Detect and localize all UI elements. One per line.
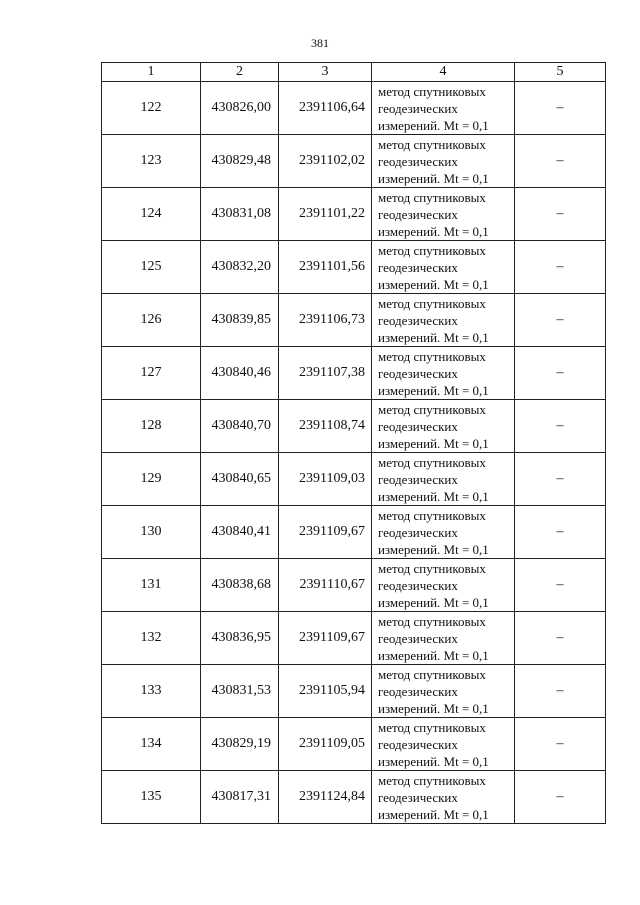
coordinates-table bbox=[101, 62, 606, 824]
table-row bbox=[102, 188, 606, 241]
note-cell: – bbox=[515, 400, 606, 453]
method-line: измерений. Mt = 0,1 bbox=[378, 806, 489, 822]
column-header-4: 4 bbox=[372, 63, 515, 82]
point-number: 129 bbox=[102, 453, 201, 506]
column-header-5: 5 bbox=[515, 63, 606, 82]
note-cell: – bbox=[515, 453, 606, 506]
point-number: 135 bbox=[102, 771, 201, 824]
note-cell: – bbox=[515, 559, 606, 612]
method-line: измерений. Mt = 0,1 bbox=[378, 329, 489, 345]
point-number: 127 bbox=[102, 347, 201, 400]
point-number: 122 bbox=[102, 82, 201, 135]
table-row bbox=[102, 612, 606, 665]
method-line: геодезических bbox=[378, 100, 458, 116]
method-line: измерений. Mt = 0,1 bbox=[378, 488, 489, 504]
column-header-2: 2 bbox=[201, 63, 279, 82]
y-coordinate: 2391106,73 bbox=[279, 294, 372, 347]
note-cell: – bbox=[515, 718, 606, 771]
table-row bbox=[102, 294, 606, 347]
y-coordinate: 2391124,84 bbox=[279, 771, 372, 824]
method-line: измерений. Mt = 0,1 bbox=[378, 276, 489, 292]
table-body bbox=[102, 82, 606, 824]
method-line: измерений. Mt = 0,1 bbox=[378, 753, 489, 769]
point-number: 128 bbox=[102, 400, 201, 453]
method-line: измерений. Mt = 0,1 bbox=[378, 647, 489, 663]
method-description bbox=[372, 453, 515, 506]
method-line: метод спутниковых bbox=[378, 348, 486, 364]
note-cell: – bbox=[515, 82, 606, 135]
method-description bbox=[372, 400, 515, 453]
x-coordinate: 430829,19 bbox=[201, 718, 279, 771]
method-line: метод спутниковых bbox=[378, 136, 486, 152]
method-line: метод спутниковых bbox=[378, 189, 486, 205]
method-line: геодезических bbox=[378, 206, 458, 222]
column-header-1: 1 bbox=[102, 63, 201, 82]
y-coordinate: 2391107,38 bbox=[279, 347, 372, 400]
method-description bbox=[372, 506, 515, 559]
method-line: геодезических bbox=[378, 789, 458, 805]
method-line: метод спутниковых bbox=[378, 295, 486, 311]
x-coordinate: 430838,68 bbox=[201, 559, 279, 612]
table-row bbox=[102, 771, 606, 824]
table-row bbox=[102, 718, 606, 771]
method-line: метод спутниковых bbox=[378, 507, 486, 523]
table-row bbox=[102, 665, 606, 718]
method-line: измерений. Mt = 0,1 bbox=[378, 700, 489, 716]
note-cell: – bbox=[515, 188, 606, 241]
method-line: геодезических bbox=[378, 577, 458, 593]
x-coordinate: 430836,95 bbox=[201, 612, 279, 665]
note-cell: – bbox=[515, 347, 606, 400]
y-coordinate: 2391109,05 bbox=[279, 718, 372, 771]
x-coordinate: 430831,08 bbox=[201, 188, 279, 241]
method-line: метод спутниковых bbox=[378, 242, 486, 258]
table-row bbox=[102, 400, 606, 453]
y-coordinate: 2391109,67 bbox=[279, 612, 372, 665]
point-number: 125 bbox=[102, 241, 201, 294]
method-line: измерений. Mt = 0,1 bbox=[378, 117, 489, 133]
method-description bbox=[372, 718, 515, 771]
method-line: геодезических bbox=[378, 471, 458, 487]
table-row bbox=[102, 347, 606, 400]
method-description bbox=[372, 241, 515, 294]
method-line: метод спутниковых bbox=[378, 666, 486, 682]
method-line: метод спутниковых bbox=[378, 83, 486, 99]
x-coordinate: 430839,85 bbox=[201, 294, 279, 347]
point-number: 123 bbox=[102, 135, 201, 188]
method-line: геодезических bbox=[378, 683, 458, 699]
note-cell: – bbox=[515, 135, 606, 188]
point-number: 126 bbox=[102, 294, 201, 347]
method-line: геодезических bbox=[378, 365, 458, 381]
method-description bbox=[372, 559, 515, 612]
method-description bbox=[372, 294, 515, 347]
method-line: измерений. Mt = 0,1 bbox=[378, 223, 489, 239]
method-description bbox=[372, 612, 515, 665]
table-row bbox=[102, 241, 606, 294]
method-line: измерений. Mt = 0,1 bbox=[378, 435, 489, 451]
y-coordinate: 2391102,02 bbox=[279, 135, 372, 188]
y-coordinate: 2391109,67 bbox=[279, 506, 372, 559]
column-header-3: 3 bbox=[279, 63, 372, 82]
y-coordinate: 2391105,94 bbox=[279, 665, 372, 718]
point-number: 133 bbox=[102, 665, 201, 718]
x-coordinate: 430826,00 bbox=[201, 82, 279, 135]
y-coordinate: 2391101,22 bbox=[279, 188, 372, 241]
method-line: метод спутниковых bbox=[378, 401, 486, 417]
method-line: измерений. Mt = 0,1 bbox=[378, 541, 489, 557]
x-coordinate: 430832,20 bbox=[201, 241, 279, 294]
table-row bbox=[102, 506, 606, 559]
method-line: геодезических bbox=[378, 736, 458, 752]
note-cell: – bbox=[515, 612, 606, 665]
table-header-row bbox=[102, 63, 606, 82]
x-coordinate: 430840,41 bbox=[201, 506, 279, 559]
y-coordinate: 2391101,56 bbox=[279, 241, 372, 294]
x-coordinate: 430829,48 bbox=[201, 135, 279, 188]
note-cell: – bbox=[515, 506, 606, 559]
point-number: 134 bbox=[102, 718, 201, 771]
method-description bbox=[372, 347, 515, 400]
method-line: геодезических bbox=[378, 259, 458, 275]
method-line: метод спутниковых bbox=[378, 772, 486, 788]
method-line: метод спутниковых bbox=[378, 719, 486, 735]
method-line: геодезических bbox=[378, 153, 458, 169]
note-cell: – bbox=[515, 665, 606, 718]
method-line: геодезических bbox=[378, 524, 458, 540]
table-row bbox=[102, 135, 606, 188]
y-coordinate: 2391109,03 bbox=[279, 453, 372, 506]
method-line: геодезических bbox=[378, 312, 458, 328]
point-number: 132 bbox=[102, 612, 201, 665]
method-line: геодезических bbox=[378, 418, 458, 434]
note-cell: – bbox=[515, 241, 606, 294]
y-coordinate: 2391106,64 bbox=[279, 82, 372, 135]
page-number: 381 bbox=[311, 36, 329, 50]
method-line: геодезических bbox=[378, 630, 458, 646]
point-number: 130 bbox=[102, 506, 201, 559]
method-description bbox=[372, 135, 515, 188]
point-number: 124 bbox=[102, 188, 201, 241]
note-cell: – bbox=[515, 294, 606, 347]
y-coordinate: 2391110,67 bbox=[279, 559, 372, 612]
method-line: измерений. Mt = 0,1 bbox=[378, 382, 489, 398]
method-line: измерений. Mt = 0,1 bbox=[378, 170, 489, 186]
x-coordinate: 430817,31 bbox=[201, 771, 279, 824]
x-coordinate: 430840,65 bbox=[201, 453, 279, 506]
table-row bbox=[102, 559, 606, 612]
x-coordinate: 430840,70 bbox=[201, 400, 279, 453]
x-coordinate: 430840,46 bbox=[201, 347, 279, 400]
table-row bbox=[102, 82, 606, 135]
method-line: метод спутниковых bbox=[378, 560, 486, 576]
method-description bbox=[372, 665, 515, 718]
method-line: метод спутниковых bbox=[378, 454, 486, 470]
y-coordinate: 2391108,74 bbox=[279, 400, 372, 453]
method-line: измерений. Mt = 0,1 bbox=[378, 594, 489, 610]
method-description bbox=[372, 82, 515, 135]
note-cell: – bbox=[515, 771, 606, 824]
method-description bbox=[372, 771, 515, 824]
x-coordinate: 430831,53 bbox=[201, 665, 279, 718]
method-description bbox=[372, 188, 515, 241]
point-number: 131 bbox=[102, 559, 201, 612]
method-line: метод спутниковых bbox=[378, 613, 486, 629]
table-row bbox=[102, 453, 606, 506]
